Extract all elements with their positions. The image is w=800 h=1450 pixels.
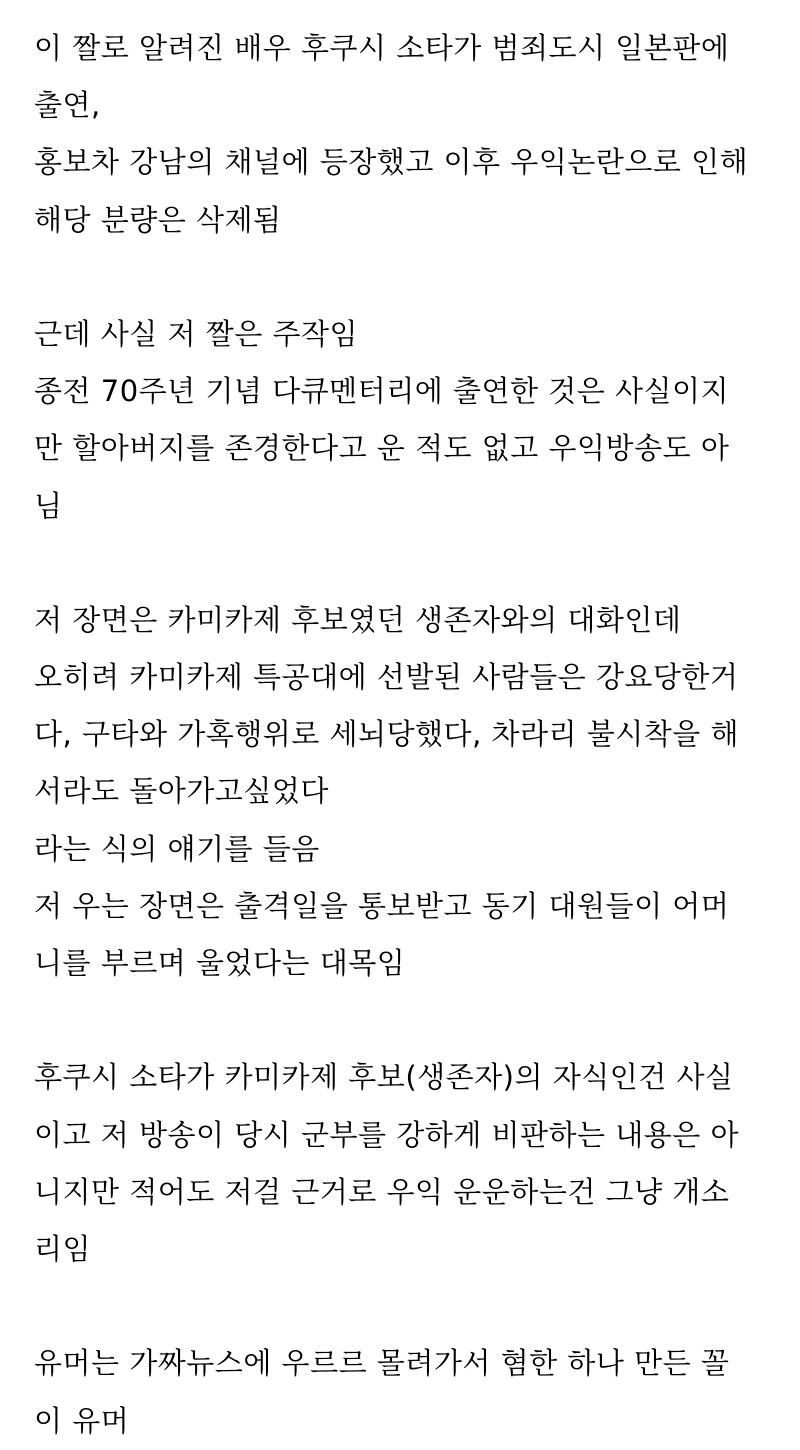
- paragraph-3: [34, 592, 794, 992]
- paragraph-spacer: [34, 535, 794, 592]
- text-line: 해당 분량은 삭제됨: [34, 202, 282, 237]
- post-body: [34, 20, 794, 1450]
- text-line: 니를 부르며 울었다는 대목임: [34, 946, 406, 980]
- paragraph-1: [34, 20, 794, 249]
- paragraph-4: [34, 1049, 794, 1278]
- text-line: 니지만 적어도 저걸 근거로 우익 운운하는건 그냥 개소: [34, 1174, 730, 1209]
- text-line: 이 유머: [34, 1403, 130, 1438]
- paragraph-2: [34, 306, 794, 535]
- text-line: 님: [34, 488, 63, 523]
- text-line: 서라도 돌아가고싶었다: [34, 774, 329, 809]
- text-line: 리임: [34, 1231, 92, 1266]
- text-line: 근데 사실 저 짤은 주작임: [34, 316, 359, 351]
- paragraph-5: [34, 1335, 794, 1449]
- text-line: 오히려 카미카제 특공대에 선발된 사람들은 강요당한거: [34, 660, 739, 695]
- text-line: 저 장면은 카미카제 후보였던 생존자와의 대화인데: [34, 602, 682, 637]
- text-line: 저 우는 장면은 출격일을 통보받고 동기 대원들이 어머: [34, 888, 730, 923]
- text-line: 유머는 가짜뉴스에 우르르 몰려가서 혐한 하나 만든 꼴: [34, 1346, 730, 1381]
- paragraph-spacer: [34, 1278, 794, 1335]
- text-line: 출연,: [34, 88, 101, 123]
- text-line: 다, 구타와 가혹행위로 세뇌당했다, 차라리 불시착을 해: [34, 717, 740, 752]
- paragraph-spacer: [34, 992, 794, 1049]
- text-line: 이 짤로 알려진 배우 후쿠시 소타가 범죄도시 일본판에: [34, 31, 730, 65]
- text-line: 후쿠시 소타가 카미카제 후보(생존자)의 자식인건 사실: [34, 1060, 734, 1095]
- paragraph-spacer: [34, 249, 794, 306]
- text-line: 라는 식의 얘기를 들음: [34, 831, 320, 866]
- text-line: 홍보차 강남의 채널에 등장했고 이후 우익논란으로 인해: [34, 145, 749, 180]
- text-line: 이고 저 방송이 당시 군부를 강하게 비판하는 내용은 아: [34, 1117, 740, 1152]
- text-line: 만 할아버지를 존경한다고 운 적도 없고 우익방송도 아: [34, 431, 730, 466]
- text-line: 종전 70주년 기념 다큐멘터리에 출연한 것은 사실이지: [34, 374, 730, 409]
